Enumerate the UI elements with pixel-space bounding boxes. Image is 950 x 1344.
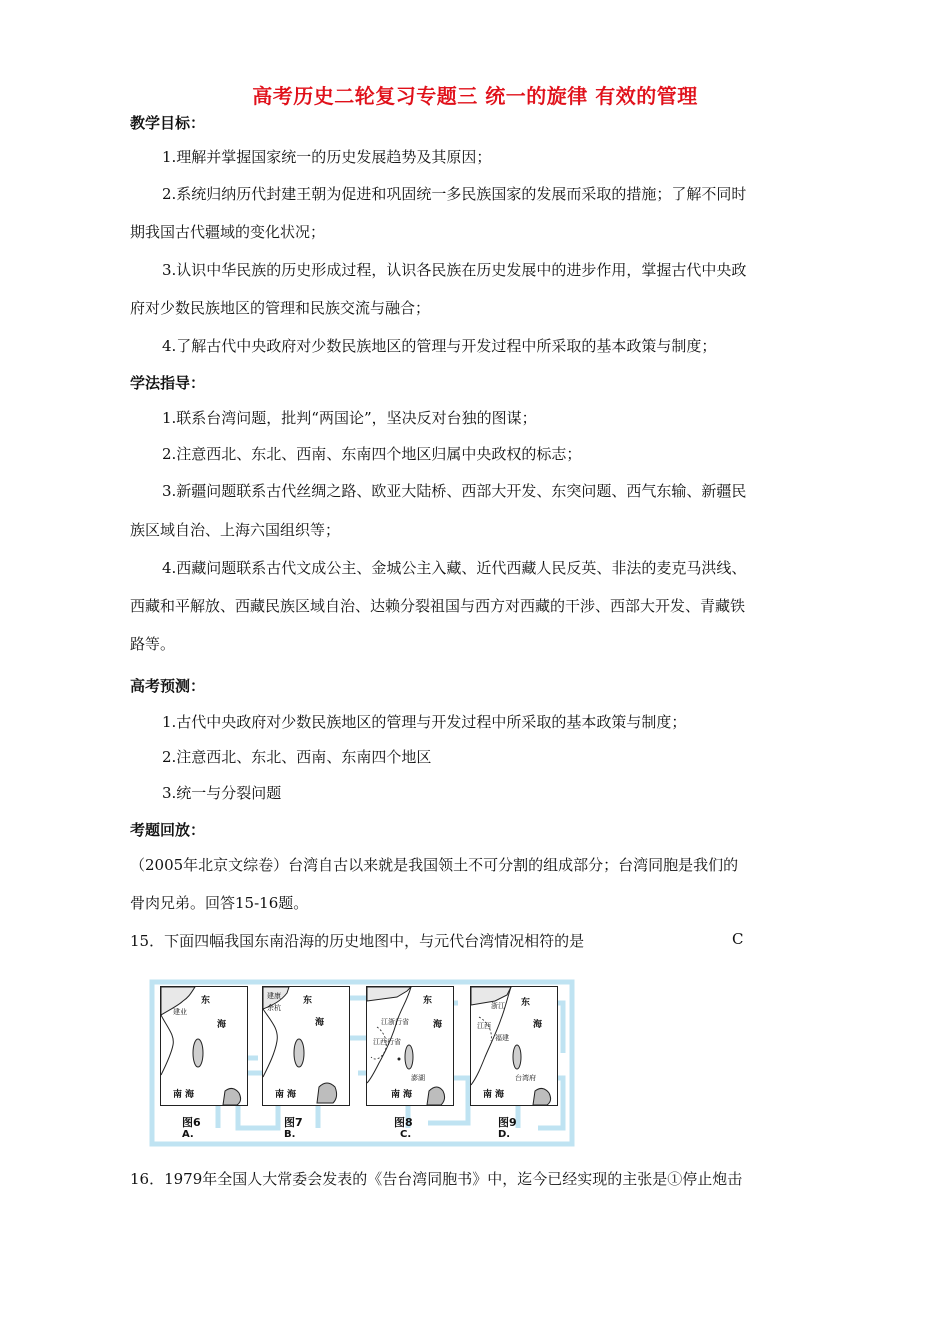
map-b-caption: 图7 [284,1116,303,1129]
map-d-sea-east: 东 [521,998,531,1008]
goal-line: 2.系统归纳历代封建王朝为促进和巩固统一多民族国家的发展而采取的措施；了解不同时 [162,185,747,203]
map-a-sea-east: 海 [217,1020,227,1030]
map-d-sea-east: 海 [533,1020,543,1030]
section-heading-method: 学法指导： [130,374,206,392]
section-heading-goals: 教学目标： [130,114,206,132]
map-c-caption: 图8 [394,1116,413,1129]
map-b-sea-south: 南 [275,1090,285,1100]
map-c-place: 江西行省 [373,1038,401,1046]
map-b-frame [262,986,350,1106]
map-c-place: 江浙行省 [381,1018,409,1026]
map-d [470,986,558,1140]
map-d-frame [470,986,558,1106]
goal-line: 府对少数民族地区的管理和民族交流与融合； [130,299,431,317]
map-b-place: 余杭 [267,1004,281,1012]
map-d-sea-south: 南 [483,1090,493,1100]
section-heading-forecast: 高考预测： [130,677,206,695]
map-d-caption: 图9 [498,1116,517,1129]
map-a-option: A. [182,1129,194,1140]
forecast-line: 2.注意西北、东北、西南、东南四个地区 [162,748,432,766]
map-a-sea-south: 海 [185,1090,195,1100]
question-16: 16．1979年全国人大常委会发表的《告台湾同胞书》中，迄今已经实现的主张是①停止炮击 [130,1170,743,1188]
map-d-place: 台湾府 [515,1074,536,1082]
review-line: 骨肉兄弟。回答15-16题。 [130,894,309,912]
map-a-place: 建业 [173,1008,187,1016]
question-15: 15．下面四幅我国东南沿海的历史地图中，与元代台湾情况相符的是 [130,932,585,950]
forecast-line: 3.统一与分裂问题 [162,784,282,802]
method-line: 3.新疆问题联系古代丝绸之路、欧亚大陆桥、西部大开发、东突问题、西气东输、新疆民 [162,482,747,500]
forecast-line: 1.古代中央政府对少数民族地区的管理与开发过程中所采取的基本政策与制度； [162,713,687,731]
section-heading-review: 考题回放： [130,821,206,839]
historical-maps-figure [148,978,576,1148]
map-a-caption: 图6 [182,1116,201,1129]
map-b [262,986,350,1140]
method-line: 4.西藏问题联系古代文成公主、金城公主入藏、近代西藏人民反英、非法的麦克马洪线、 [162,559,747,577]
page-title: 高考历史二轮复习专题三 统一的旋律 有效的管理 [252,84,698,108]
map-b-option: B. [284,1129,296,1140]
goal-line: 4.了解古代中央政府对少数民族地区的管理与开发过程中所采取的基本政策与制度； [162,337,717,355]
map-c-option: C. [400,1129,412,1140]
question-15-answer: C [732,930,744,948]
map-a-sea-south: 南 [173,1090,183,1100]
map-b-sea-east: 海 [315,1018,325,1028]
method-line: 路等。 [130,635,176,653]
map-d-place: 福建 [495,1034,509,1042]
map-d-sea-south: 海 [495,1090,505,1100]
goal-line: 1.理解并掌握国家统一的历史发展趋势及其原因； [162,148,492,166]
method-line: 1.联系台湾问题，批判“两国论”，坚决反对台独的图谋； [162,409,537,427]
map-a-sea-east: 东 [201,996,211,1006]
map-c [366,986,454,1140]
map-c-frame [366,986,454,1106]
method-line: 2.注意西北、东北、西南、东南四个地区归属中央政权的标志； [162,445,582,463]
map-a-frame [160,986,248,1106]
review-line: （2005年北京文综卷）台湾自古以来就是我国领土不可分割的组成部分；台湾同胞是我们的 [130,856,739,874]
map-d-place: 浙江 [491,1002,505,1010]
map-c-sea-south: 南 [391,1090,401,1100]
goal-line: 期我国古代疆域的变化状况； [130,223,326,241]
map-c-sea-south: 海 [403,1090,413,1100]
map-c-sea-east: 海 [433,1020,443,1030]
map-b-place: 建康 [267,992,281,1000]
goal-line: 3.认识中华民族的历史形成过程，认识各民族在历史发展中的进步作用，掌握古代中央政 [162,261,747,279]
map-c-sea-east: 东 [423,996,433,1006]
map-a [160,986,248,1140]
map-b-sea-east: 东 [303,996,313,1006]
method-line: 族区域自治、上海六国组织等； [130,521,341,539]
map-d-option: D. [498,1129,511,1140]
method-line: 西藏和平解放、西藏民族区域自治、达赖分裂祖国与西方对西藏的干涉、西部大开发、青藏铁 [130,597,746,615]
map-b-sea-south: 海 [287,1090,297,1100]
map-c-place: 澎湖 [411,1074,425,1082]
map-d-place: 江西 [477,1022,491,1030]
